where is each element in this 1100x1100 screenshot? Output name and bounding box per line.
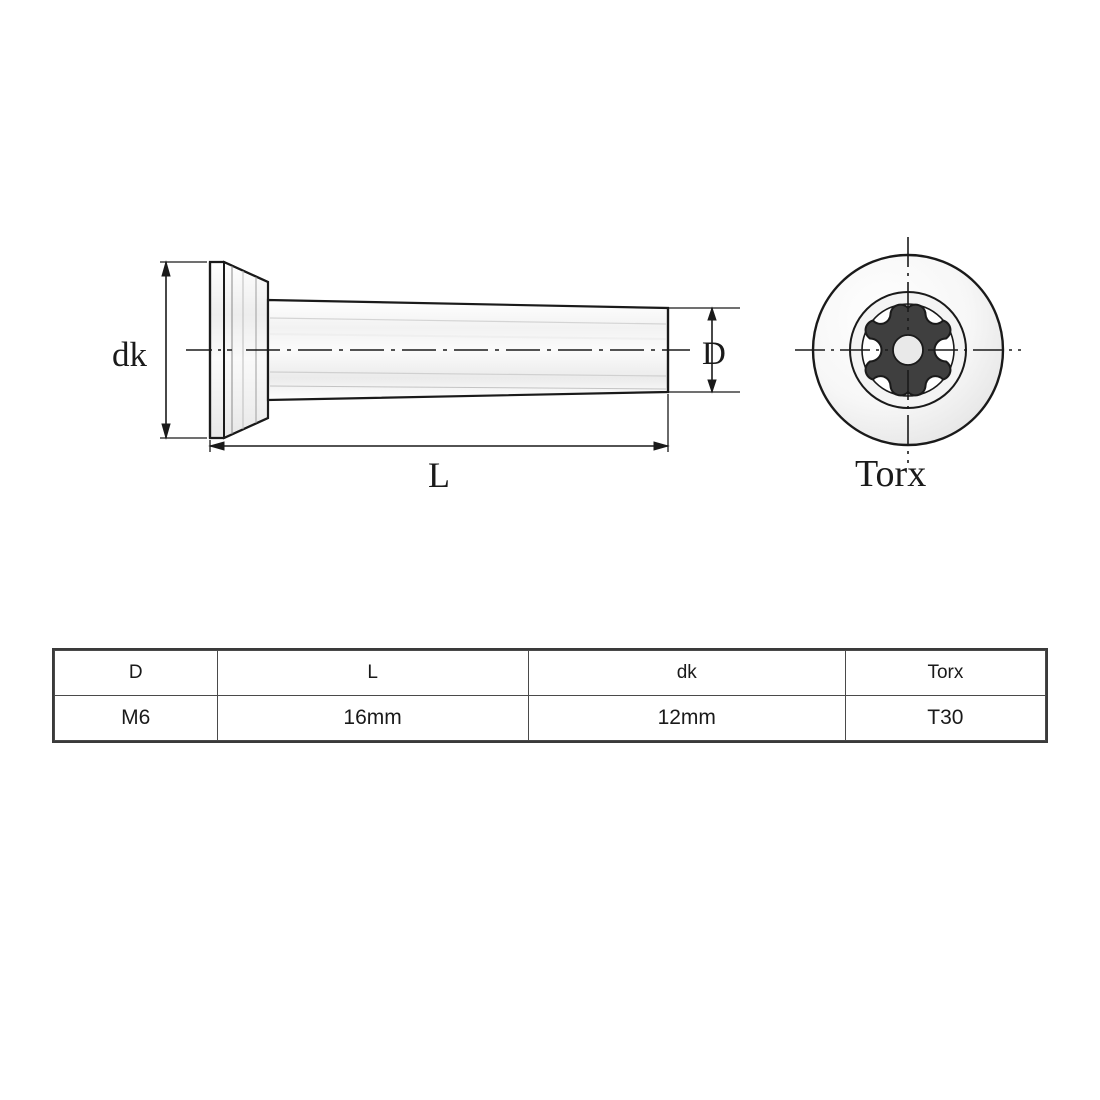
label-D: D [702, 336, 726, 372]
dimension-L [210, 394, 668, 452]
header-cell-L: L [217, 651, 528, 696]
header-cell-D: D [55, 651, 218, 696]
label-L: L [428, 455, 450, 495]
label-dk: dk [112, 335, 147, 374]
table-row [55, 696, 1046, 741]
spec-table-wrapper [52, 648, 1048, 743]
value-cell-dk: 12mm [528, 696, 845, 741]
side-view [160, 262, 740, 452]
value-cell-D: M6 [55, 696, 218, 741]
value-cell-torx: T30 [845, 696, 1045, 741]
value-cell-L: 16mm [217, 696, 528, 741]
spec-table [54, 650, 1046, 741]
label-torx: Torx [855, 453, 927, 495]
header-cell-torx: Torx [845, 651, 1045, 696]
torx-end-view [795, 237, 1021, 463]
spec-table-border [52, 648, 1048, 743]
header-cell-dk: dk [528, 651, 845, 696]
table-header-row [55, 651, 1046, 696]
